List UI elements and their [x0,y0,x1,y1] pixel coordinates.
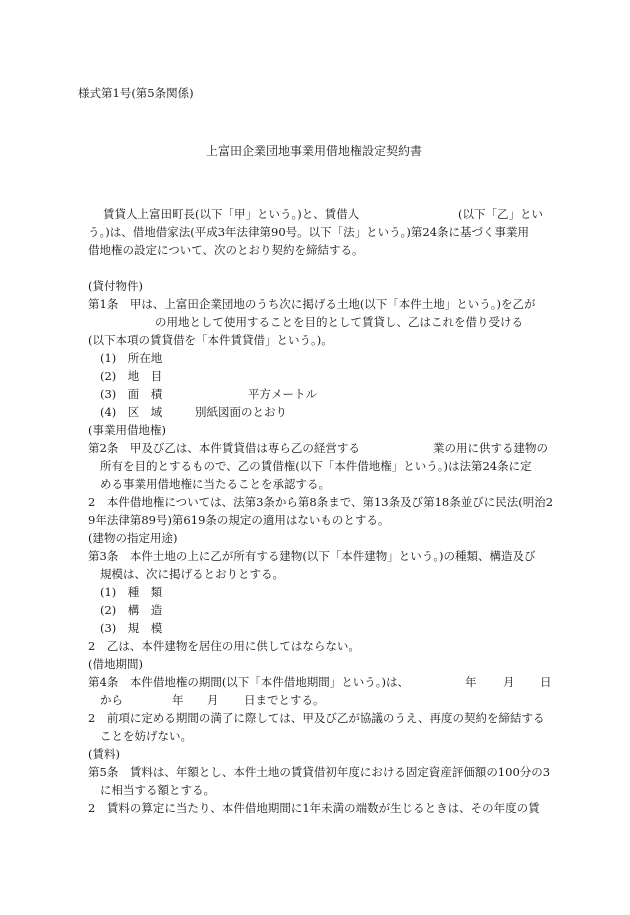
article-line: 2 本件借地権については、法第3条から第8条まで、第13条及び第18条並びに民法(明治2 [88,495,554,509]
article-line: 所有を目的とするもので、乙の賃借権(以下「本件借地権」という。)は法第24条に定 [100,459,532,473]
list-item: (1) 所在地 [100,351,163,365]
form-label: 様式第1号(第5条関係) [78,86,194,100]
article-line: める事業用借地権に当たることを承認する。 [100,477,330,491]
list-item: (3) 面 積 [100,387,163,401]
article-line: 第4条 本件借地権の期間(以下「本件借地期間」という。)は、 [88,675,410,689]
article-line: 第5条 賃料は、年額とし、本件土地の賃貸借初年度における固定資産評価額の100分の3 [88,765,551,779]
article-line: (以下本項の賃貸借を「本件賃貸借」という。)。 [88,333,333,347]
date-day: 日までとする。 [244,693,325,707]
article-line: から [100,693,123,707]
document-title: 上富田企業団地事業用借地権設定契約書 [206,144,423,158]
article-heading: (賃料) [88,747,120,761]
article-heading: (建物の指定用途) [88,531,178,545]
list-item: (1) 種 類 [100,585,163,599]
preamble-line: う。)は、借地借家法(平成3年法律第90号。以下「法」という。)第24条に基づく事業用 [88,225,530,239]
list-item: (2) 地 目 [100,369,163,383]
article-line: 9年法律第89号)第619条の規定の適用はないものとする。 [88,513,390,527]
article-heading: (借地期間) [88,657,143,671]
preamble-line: (以下「乙」とい [458,207,543,221]
preamble-line: 賃貸人上富田町長(以下「甲」という。)と、賃借人 [103,207,360,221]
date-year: 年 [465,675,477,689]
article-line: に相当する額とする。 [100,783,215,797]
preamble-line: 借地権の設定について、次のとおり契約を締結する。 [88,243,364,257]
date-month: 月 [503,675,515,689]
article-heading: (貸付物件) [88,279,143,293]
list-item: (3) 規 模 [100,621,163,635]
list-item-value: 別紙図面のとおり [195,405,287,419]
article-line: の用地として使用することを目的として賃貸し、乙はこれを借り受ける [155,315,523,329]
article-line: 第3条 本件土地の上に乙が所有する建物(以下「本件建物」という。)の種類、構造及び [88,549,536,563]
article-heading: (事業用借地権) [88,423,166,437]
date-year: 年 [172,693,184,707]
date-day: 日 [540,675,552,689]
article-line: 2 乙は、本件建物を居住の用に供してはならない。 [88,639,360,653]
list-item-value: 平方メートル [248,387,317,401]
list-item: (4) 区 域 [100,405,163,419]
article-line: 第2条 甲及び乙は、本件賃貸借は専ら乙の経営する [88,441,360,455]
article-line: 規模は、次に掲げるとおりとする。 [100,567,284,581]
article-line: 業の用に供する建物の [433,441,548,455]
list-item: (2) 構 造 [100,603,163,617]
article-line: 第1条 甲は、上富田企業団地のうち次に掲げる土地(以下「本件土地」という。)を乙が [88,297,536,311]
article-line: 2 前項に定める期間の満了に際しては、甲及び乙が協議のうえ、再度の契約を締結する [88,711,545,725]
article-line: ことを妨げない。 [100,729,192,743]
date-month: 月 [207,693,219,707]
article-line: 2 賃料の算定に当たり、本件借地期間に1年未満の端数が生じるときは、その年度の賃 [88,801,540,815]
